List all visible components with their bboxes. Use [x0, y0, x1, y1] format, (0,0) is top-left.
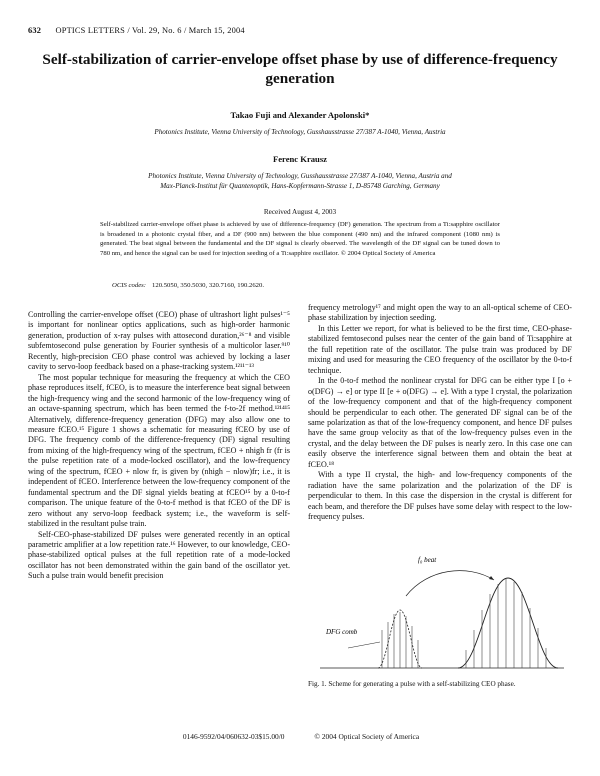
body-paragraph: In the 0-to-f method the nonlinear crystal for DFG can be either type I [o + o(DFG) → e] or type II [e + o(DFG) → e]. With a type I crystal, the polarization of the low-frequency component and that of the high-frequency component should be perpendicular to each other. The generated DF signal can be of the same polarization as that of the low-frequency component, and hence DF pulses have the same group velocity as that of the low-frequency pulses even in the crystal, and the delay between the DF pulses is nearly zero. In this case one can easily observe the interference signal between them and obtain the beat at fCEO.¹⁸ [308, 376, 572, 469]
figure-caption [308, 680, 572, 690]
dfg-comb-lines [382, 612, 418, 668]
abstract: Self-stabilized carrier-envelope offset phase is achieved by use of difference-frequency (DF) generation. The spectrum from a Ti:sapphire oscillator is broadened in a photonic crystal fiber, and a DF (900 nm) between the blue component (490 nm) and the infrared component (1080 nm) is generated. The beat signal between the fundamental and the DF signal is clearly observed. The wavelength of the DF signal can be tuned down to 780 nm, and hence the signal can be used for injection seeding of a Ti:sapphire oscillator. © 2004 Optical Society of America [100, 221, 500, 257]
copyright: © 2004 Optical Society of America [314, 732, 420, 741]
body-paragraph: Controlling the carrier-envelope offset (CEO) phase of ultrashort light pulses¹⁻⁵ is important for nonlinear optics applications, such as high-order harmonic generation, production of x-ray pulses with attosecond duration,²⁶⁻⁸ and visible subfemtosecond pulse generation by Fourier synthesis of a multicolor laser.⁹¹⁰ Recently, high-precision CEO phase control was achieved by locking a laser cavity to servo-loop feedback based on a phase-tracking system.¹²¹¹⁻¹³ [28, 310, 290, 372]
authors-secondary: Ferenc Krausz [272, 154, 327, 164]
page-number: 632 [28, 26, 42, 35]
ocis-label: OCIS codes: [112, 282, 146, 289]
ocis-values: 120.5050, 350.5030, 320.7160, 190.2620. [152, 282, 265, 289]
caption-text: Scheme for generating a pulse with a self-stabilizing CEO phase. [328, 680, 516, 688]
affiliation-secondary-line2: Max-Planck-Institut für Quantenoptik, Hans-Kopfermann-Strasse 1, D-85748 Garching, Germany [160, 182, 440, 190]
paper-title: Self-stabilization of carrier-envelope offset phase by use of difference-frequency generation [42, 51, 558, 87]
left-column [28, 310, 290, 582]
right-column [308, 303, 572, 523]
ocis-codes [112, 282, 264, 289]
body-paragraph: frequency metrology¹⁷ and might open the way to an all-optical scheme of CEO-phase stabilization by injection seeding. [308, 303, 572, 323]
figure-1-schematic [308, 550, 572, 680]
dfg-comb-label: DFG comb [326, 628, 358, 636]
beat-arrow [406, 571, 494, 596]
beat-arrow-head [489, 576, 494, 580]
page-footer [28, 732, 574, 741]
affiliation-secondary-line1: Photonics Institute, Vienna University of Technology, Gusshausstrasse 27/387 A-1040, Vienna, Austria and [148, 172, 452, 180]
body-paragraph: In this Letter we report, for what is believed to be the first time, CEO-phase-stabilized femtosecond pulses near the center of the gain band of Ti:sapphire at the full repetition rate of the oscillator. The pulse train was produced by DF mixing and used for measuring the CEO frequency of the oscillator by the 0-to-f technique. [308, 323, 572, 375]
body-paragraph: With a type II crystal, the high- and low-frequency components of the radiation have the same polarization and the polarization of the DF is perpendicular to them. In this case the dispersion in the crystal is different for each beam, and therefore the DF pulses have some delay with respect to the low-frequency pulses. [308, 470, 572, 522]
authors-primary: Takao Fuji and Alexander Apolonski* [230, 110, 370, 120]
dfg-label-leader [348, 642, 380, 648]
fundamental-comb-lines [466, 579, 546, 668]
received-date: Received August 4, 2003 [263, 208, 337, 216]
affiliation-primary: Photonics Institute, Vienna University of Technology, Gusshausstrasse 27/387 A-1040, Vienna, Austria [154, 128, 446, 136]
journal-citation: OPTICS LETTERS / Vol. 29, No. 6 / March 15, 2004 [55, 26, 245, 35]
page-header [28, 26, 574, 35]
beat-label: f₀ beat [418, 556, 437, 564]
fundamental-spectrum-curve [458, 578, 558, 668]
body-paragraph: Self-CEO-phase-stabilized DF pulses were generated recently in an optical parametric amplifier at a low repetition rate.¹⁶ However, to our knowledge, CEO-phase-stabilized optical pulses at the full repetition rate of a mode-locked oscillator has not been demonstrated within the gain band of the oscillator yet. Such a pulse train would benefit precision [28, 529, 290, 581]
article-code: 0146-9592/04/060632-03$15.00/0 [182, 732, 285, 741]
caption-label: Fig. 1. [308, 680, 327, 688]
body-paragraph: The most popular technique for measuring the frequency at which the CEO phase reproduces itself, fCEO, is to measure the interference beat signal between the high-frequency wing and the second harmonic of the low-frequency wing of an octave-spanning spectrum, which has been termed the f-to-2f method.¹²¹⁴¹⁵ Alternatively, difference-frequency generation (DFG) may also allow one to measure fCEO.¹⁵ Figure 1 shows a schematic for measuring fCEO by use of DFG. The frequency comb of the difference-frequency (DF) signal resulting from mixing of the high-frequency wing of the spectrum, fCEO + nhigh fr (fr is the pulse repetition rate of a mode-locked oscillator), and the low-frequency wing of the spectrum, fCEO + nlow fr, is given by (nhigh − nlow)fr; i.e., it is independent of fCEO. Interference between the low-frequency component of the fundamental spectrum and the DF signal yields beating at fCEO¹⁵ by a 0-to-f comparison. The unique feature of the 0-to-f method is that fCEO of the DF is zero without any servo-loop feedback system; i.e., the waveform is self-stabilized in the resultant pulse train. [28, 372, 290, 529]
